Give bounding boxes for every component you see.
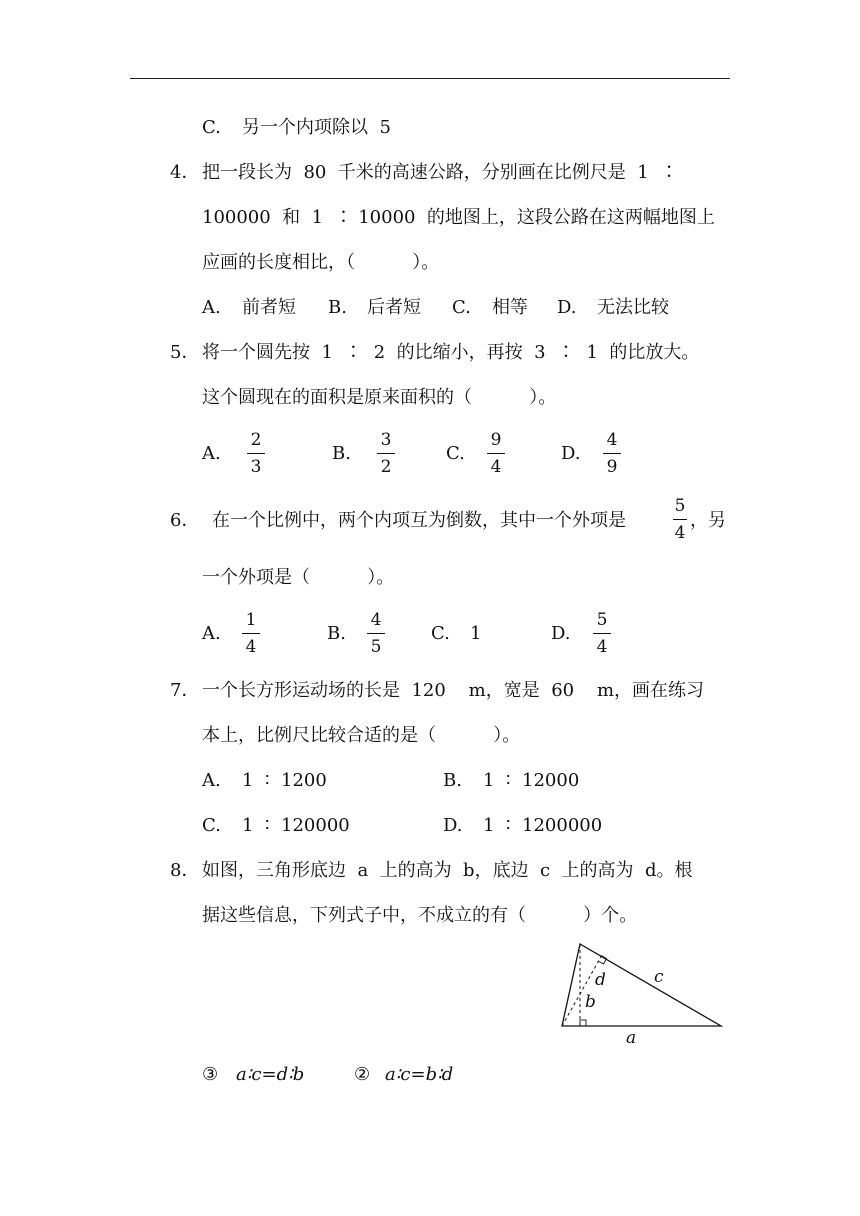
q6-option-b-label: B. [327,623,346,644]
q7-option-d-label: D. [443,815,463,836]
q7-line1: 一个长方形运动场的长是 120 m，宽是 60 m，画在练习 [202,680,705,701]
q5-option-d-fraction [600,430,624,477]
q5-option-b-fraction [374,430,398,477]
fraction-numerator: 4 [606,430,618,450]
option-c-label: C. [202,117,221,138]
triangle-figure [555,940,730,1050]
fraction-numerator: 4 [370,610,382,630]
fraction-denominator: 4 [490,457,502,477]
right-angle-mark-b [580,1020,586,1026]
fraction-bar [247,453,265,454]
option-c-text: 另一个内项除以 5 [242,117,391,138]
fraction-numerator: 5 [596,610,608,630]
q5-number: 5． [170,342,200,363]
q7-line2: 本上，比例尺比较合适的是（ ）。 [202,725,521,746]
fraction-bar [367,633,385,634]
q6-line2: 一个外项是（ ）。 [202,567,395,588]
q6-number: 6． [170,510,200,531]
q5-line2: 这个圆现在的面积是原来面积的（ ）。 [202,387,557,408]
fraction-numerator: 5 [674,496,686,516]
fraction-bar [377,453,395,454]
q4-option-a-label: A. [202,297,221,318]
q6-option-a-fraction [239,610,263,657]
q7-option-c-text: 1 ∶ 120000 [242,815,350,836]
q8-line1: 如图，三角形底边 a 上的高为 b，底边 c 上的高为 d。根 [202,860,693,881]
q6-line1-end: ，另 [690,510,726,531]
q8-line2: 据这些信息，下列式子中，不成立的有（ ）个。 [202,905,638,926]
q7-option-d-text: 1 ∶ 1200000 [483,815,603,836]
fraction-denominator: 4 [674,523,686,543]
q6-line1-text: 在一个比例中，两个内项互为倒数，其中一个外项是 [212,510,626,531]
height-d-line [562,955,602,1026]
q4-option-d-text: 无法比较 [597,297,669,318]
fraction-denominator: 3 [250,457,262,477]
q7-option-b-label: B. [443,770,462,791]
item-2-mark: ② [354,1064,371,1085]
q6-inline-fraction [670,496,690,543]
q5-option-a-label: A. [202,443,221,464]
fraction-bar [603,453,621,454]
q5-option-c-label: C. [446,443,465,464]
fraction-bar [593,633,611,634]
q7-option-c-label: C. [202,815,221,836]
q4-option-c-label: C. [452,297,471,318]
q4-option-d-label: D. [557,297,577,318]
q6-option-d-fraction [590,610,614,657]
fraction-denominator: 5 [370,637,382,657]
fraction-denominator: 4 [596,637,608,657]
q8-number: 8． [170,860,200,881]
q7-number: 7． [170,680,200,701]
q7-option-a-label: A. [202,770,221,791]
q6-option-c-label: C. [431,623,450,644]
q6-option-b-fraction [364,610,388,657]
fraction-denominator: 9 [606,457,618,477]
label-a: a [626,1028,637,1048]
q5-option-c-fraction [484,430,508,477]
fraction-denominator: 4 [245,637,257,657]
fraction-bar [487,453,505,454]
fraction-numerator: 9 [490,430,502,450]
label-d: d [595,970,606,990]
fraction-bar [673,519,687,520]
q6-option-c-text: 1 [470,623,482,644]
q5-line1: 将一个圆先按 1 ∶ 2 的比缩小，再按 3 ∶ 1 的比放大。 [202,342,700,363]
q5-option-b-label: B. [332,443,351,464]
q4-option-b-label: B. [328,297,347,318]
q5-option-a-fraction [244,430,268,477]
label-b: b [585,992,596,1012]
q7-option-a-text: 1 ∶ 1200 [242,770,327,791]
q6-option-a-label: A. [202,623,221,644]
q5-option-d-label: D. [561,443,581,464]
fraction-denominator: 2 [380,457,392,477]
q4-option-b-text: 后者短 [367,297,421,318]
item-1-mark: ③ [202,1064,219,1085]
item-1-expression: a∶c=d∶b [236,1064,305,1085]
fraction-numerator: 3 [380,430,392,450]
item-2-expression: a∶c=b∶d [385,1064,454,1085]
q6-option-d-label: D. [551,623,571,644]
q7-option-b-text: 1 ∶ 12000 [483,770,580,791]
q4-line2: 100000 和 1 ∶ 10000 的地图上，这段公路在这两幅地图上 [202,207,715,228]
q4-option-c-text: 相等 [492,297,528,318]
label-c: c [654,967,664,987]
triangle-outline [562,944,721,1026]
fraction-numerator: 2 [250,430,262,450]
q4-option-a-text: 前者短 [242,297,296,318]
fraction-numerator: 1 [245,610,257,630]
q4-line1: 把一段长为 80 千米的高速公路，分别画在比例尺是 1 ∶ [202,162,679,183]
q4-number: 4． [170,162,200,183]
header-rule [130,78,730,79]
fraction-bar [242,633,260,634]
q4-line3: 应画的长度相比，（ ）。 [202,252,440,273]
